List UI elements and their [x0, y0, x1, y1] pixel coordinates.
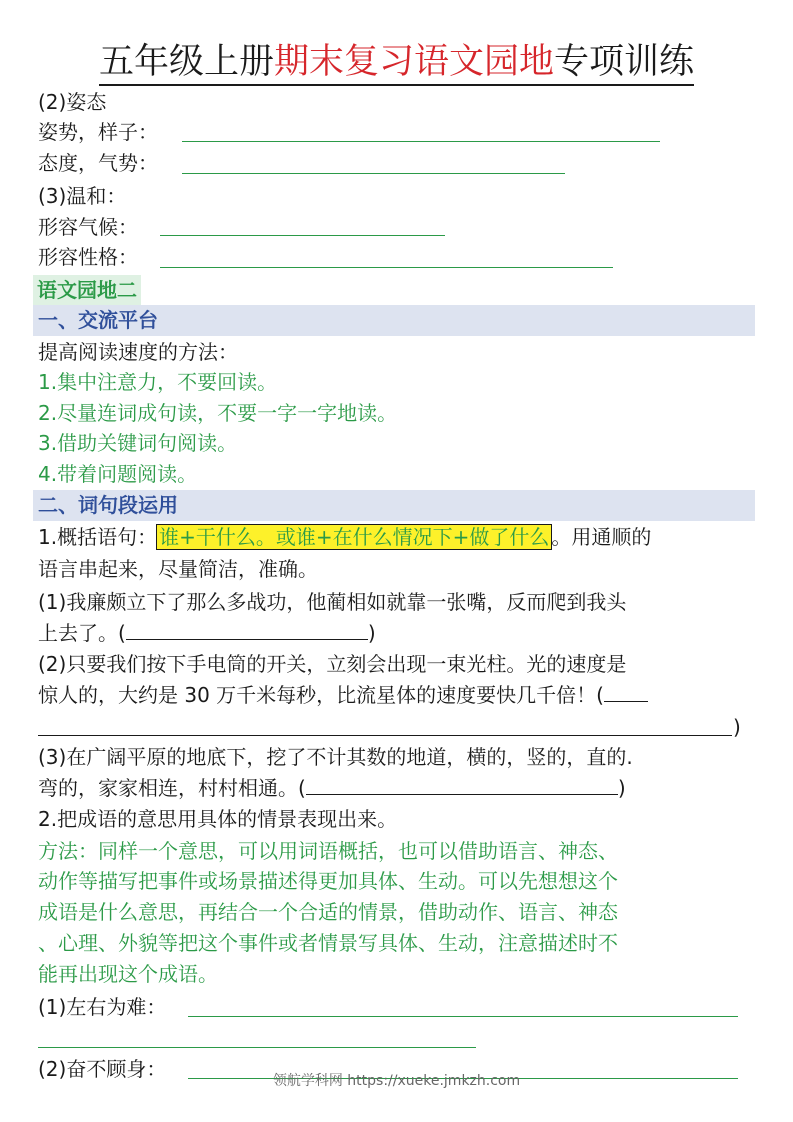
method-text-line: 方法：同样一个意思，可以用词语概括，也可以借助语言、神态、: [38, 839, 618, 863]
answer-line-idiom-1a[interactable]: [188, 1016, 738, 1017]
item-wenhe-heading: (3)温和：: [38, 184, 127, 208]
item-wenhe-1-label: 形容气候：: [38, 215, 138, 239]
method-text-line: 成语是什么意思，再结合一个合适的情景，借助动作、语言、神态: [38, 900, 618, 924]
method-text-line: 动作等描写把事件或场景描述得更加具体、生动。可以先想想这个: [38, 869, 618, 893]
section-2-bar: [33, 490, 755, 521]
sentence-1-line-1: (1)我廉颇立下了那么多战功，他蔺相如就靠一张嘴，反而爬到我头: [38, 590, 627, 614]
answer-blank-1[interactable]: [126, 619, 368, 640]
footer-watermark: 领航学科网 https://xueke.jmkzh.com: [272, 1073, 521, 1089]
method-text-line: 能再出现这个成语。: [38, 962, 218, 986]
question-2: 2.把成语的意思用具体的情景表现出来。: [38, 807, 398, 831]
section-1-intro: 提高阅读速度的方法：: [38, 340, 238, 364]
answer-line-wenhe-1[interactable]: [160, 235, 445, 236]
method-text-line: 、心理、外貌等把这个事件或者情景写具体、生动，注意描述时不: [38, 931, 618, 955]
sentence-1-close: ): [367, 621, 376, 645]
method-item: 1.集中注意力，不要回读。: [38, 370, 278, 394]
item-zitai-2-label: 态度，气势：: [38, 151, 158, 175]
sentence-3-line-1: (3)在广阔平原的地底下，挖了不计其数的地道，横的，竖的，直的.: [38, 745, 633, 769]
answer-blank-2b[interactable]: [38, 735, 732, 736]
question-1: [38, 523, 651, 551]
answer-line-wenhe-2[interactable]: [160, 267, 613, 268]
answer-blank-3[interactable]: [306, 774, 618, 795]
method-item: 3.借助关键词句阅读。: [38, 431, 238, 455]
item-zitai-2: [38, 149, 158, 177]
item-zitai-heading: (2)姿态: [38, 90, 107, 114]
item-zitai-1-label: 姿势，样子：: [38, 120, 158, 144]
question-1-suffix: 。用通顺的: [551, 525, 652, 549]
idiom-2-label: (2)奋不顾身：: [38, 1057, 167, 1081]
sentence-1-open: 上去了。(: [38, 621, 126, 645]
page-title: [0, 38, 793, 86]
item-zitai-1: [38, 118, 158, 146]
sentence-2-line-1: (2)只要我们按下手电筒的开关，立刻会出现一束光柱。光的速度是: [38, 652, 627, 676]
sentence-1-line-2: [38, 619, 376, 647]
method-item: 2.尽量连词成句读，不要一字一字地读。: [38, 401, 398, 425]
question-1-prefix: 1.概括语句：: [38, 525, 158, 549]
section-subheading: 语文园地二: [33, 275, 141, 305]
sentence-2-open: 惊人的，大约是 30 万千米每秒，比流星体的速度要快几千倍！(: [38, 683, 604, 707]
sentence-3-close: ): [617, 776, 626, 800]
answer-line-idiom-1b[interactable]: [38, 1047, 476, 1048]
title-part-2: 期末复习语文园地: [273, 42, 554, 82]
method-item: 4.带着问题阅读。: [38, 462, 198, 486]
sentence-3-line-2: [38, 774, 626, 802]
sentence-3-open: 弯的，家家相连，村村相通。(: [38, 776, 306, 800]
answer-line-zitai-2[interactable]: [182, 173, 565, 174]
title-part-1: 五年级上册: [98, 42, 274, 82]
sentence-2-close: ): [733, 715, 741, 739]
question-1-highlight: 谁+干什么。或谁+在什么情况下+做了什么: [159, 525, 550, 549]
answer-line-zitai-1[interactable]: [182, 141, 660, 142]
item-wenhe-1: [38, 213, 138, 241]
question-1-line-2: 语言串起来，尽量简洁，准确。: [38, 557, 318, 581]
idiom-1: [38, 993, 166, 1021]
sentence-2-line-2: [38, 681, 648, 709]
item-wenhe-2-label: 形容性格：: [38, 245, 138, 269]
section-1-bar: [33, 305, 755, 336]
answer-blank-2a[interactable]: [604, 681, 648, 702]
item-wenhe-2: [38, 243, 138, 271]
section-1-heading: 一、交流平台: [38, 308, 158, 332]
section-2-heading: 二、词句段运用: [38, 493, 178, 517]
idiom-1-label: (1)左右为难：: [38, 995, 167, 1019]
title-part-3: 专项训练: [554, 42, 695, 82]
